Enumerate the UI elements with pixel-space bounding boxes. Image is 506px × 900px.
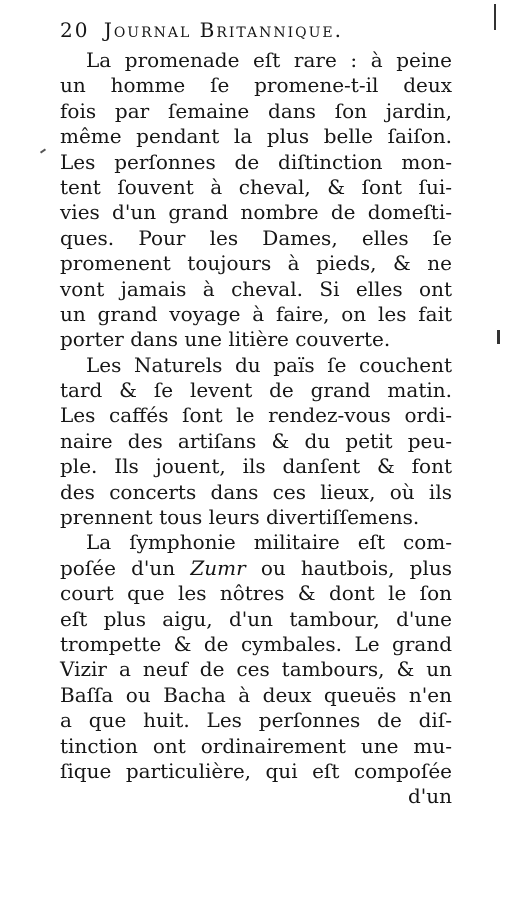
text-line: trompette & de cymbales. Le grand [60, 631, 452, 656]
page-edge-mark [494, 4, 496, 30]
running-title: Journal Britannique. [103, 18, 343, 42]
text-line: ques. Pour les Dames, elles ſe [60, 225, 452, 250]
text-line: même pendant la plus belle ſaiſon. [60, 124, 452, 149]
running-header [60, 18, 420, 48]
page-number: 20 [60, 18, 90, 42]
text-line: a que huit. Les perſonnes de diſ- [60, 708, 452, 733]
text-line: eſt plus aigu, d'un tambour, d'une [60, 606, 452, 631]
text-line: un homme ſe promene-t-il deux [60, 73, 452, 98]
text-line: vies d'un grand nombre de domeſti- [60, 200, 452, 225]
text-line: Les perſonnes de diſtinction mon- [60, 149, 452, 174]
body-text [60, 48, 452, 810]
catchword: d'un [407, 784, 452, 809]
text-line: des concerts dans ces lieux, où ils [60, 479, 452, 504]
text-line: prennent tous leurs divertiſſemens. [60, 505, 420, 530]
text-line: Les Naturels du païs ſe couchent [86, 352, 452, 377]
text-line: tinction ont ordinairement une mu- [60, 733, 452, 758]
text-line: porter dans une litière couverte. [60, 327, 391, 352]
text-line: promenent toujours à pieds, & ne [60, 251, 452, 276]
text-line: vont jamais à cheval. Si elles ont [60, 276, 452, 301]
text-line: naire des artiſans & du petit peu- [60, 428, 452, 453]
text-line: La ſymphonie militaire eſt com- [86, 530, 452, 555]
text-line-with-italic [60, 556, 452, 581]
text-line: ple. Ils jouent, ils danſent & font [60, 454, 452, 479]
text-line: ſique particulière, qui eſt compoſée [60, 758, 452, 783]
text-segment: ou hautbois, plus [260, 555, 452, 580]
text-line: court que les nôtres & dont le ſon [60, 581, 452, 606]
text-segment: poſée d'un [60, 555, 176, 580]
text-line: Les caffés ſont le rendez-vous ordi- [60, 403, 452, 428]
text-line: tard & ſe levent de grand matin. [60, 378, 452, 403]
text-line: tent ſouvent à cheval, & ſont ſui- [60, 174, 452, 199]
text-line: La promenade eſt rare : à peine [86, 48, 452, 72]
text-line: Vizir a neuf de ces tambours, & un [60, 657, 452, 682]
margin-tick-mark [40, 148, 46, 153]
text-line: Baſſa ou Bacha à deux queuës n'en [60, 682, 452, 707]
italic-term: Zumr [190, 555, 246, 580]
page-edge-mark [497, 330, 500, 344]
text-line: un grand voyage à faire, on les fait [60, 301, 452, 326]
text-line: fois par ſemaine dans ſon jardin, [60, 98, 452, 123]
